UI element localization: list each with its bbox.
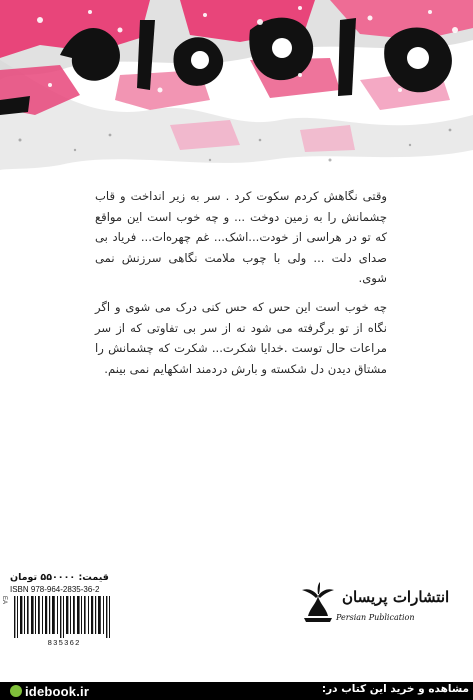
blurb-paragraph: چه خوب است این حس که حس کنی درک می شوی و اگر نگاه از تو برگرفته می شود نه از سر بی تفاوتی که از سر مراعات حال توست .خدایا شکرت... شکرت که چشمانش را مشتاق دیدن دل شکسته و بارش دردمند اشکهایم نمی بینم. — [95, 299, 387, 376]
back-cover-blurb — [95, 186, 387, 387]
footer-bar — [0, 682, 473, 700]
publisher-emblem-icon — [296, 582, 340, 624]
blurb-paragraph: وقتی نگاهش کردم سکوت کرد . سر به زیر انداخت و قاب چشمانش را به زمین دوخت ... و چه خوب است این مواقع که تو در هراسی از خودت...اشک... غم چهره‌ات... فریاد بی صدای دلت ... ولی با چوب ملامت نگاهی سرزنش نمی شوی. — [95, 189, 387, 286]
footer-caption: مشاهده و خرید این کتاب در: — [321, 683, 469, 695]
logo-dot-icon — [10, 685, 22, 697]
site-name: idebook.ir — [25, 683, 90, 699]
barcode — [10, 596, 118, 648]
isbn-label: ISBN 978-964-2835-36-2 — [10, 585, 100, 594]
publisher-name: انتشارات پریسان — [342, 588, 450, 606]
price-label: قیمت: ۵۵۰۰۰۰ تومان — [10, 572, 109, 583]
barcode-number: 835362 — [47, 640, 81, 648]
publisher-name-latin: Persian Publication — [336, 613, 415, 622]
top-grunge-artwork — [0, 0, 473, 175]
side-mark: EA — [1, 596, 7, 605]
site-logo[interactable] — [10, 682, 89, 700]
publisher-logo — [296, 580, 456, 630]
barcode-bars — [10, 596, 118, 638]
